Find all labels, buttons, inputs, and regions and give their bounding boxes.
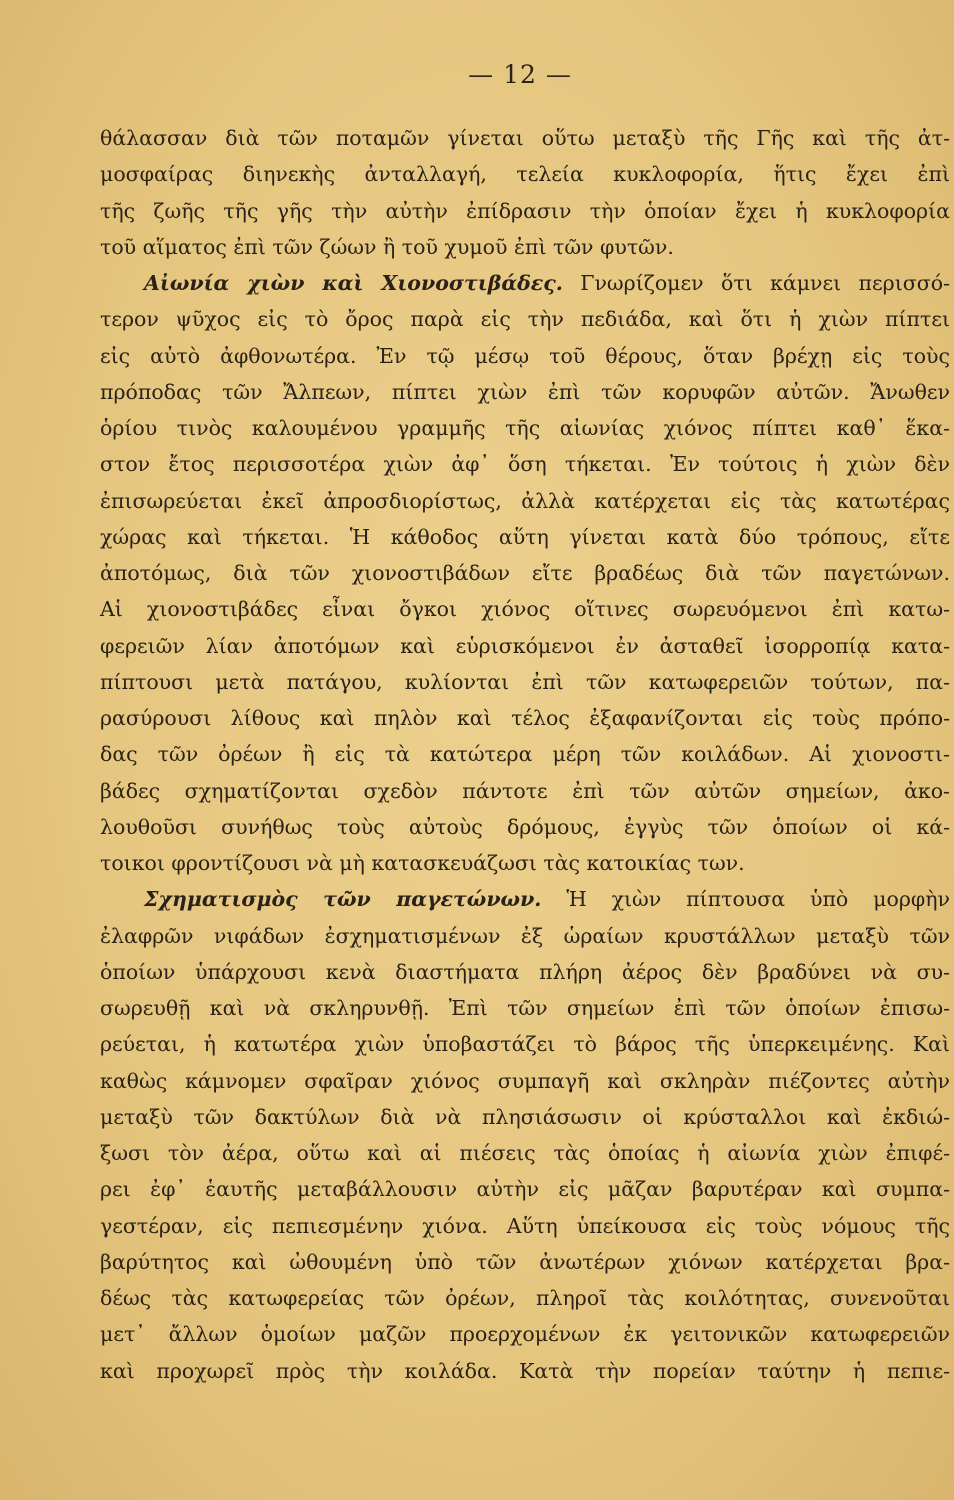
text-line <box>100 265 950 301</box>
body-text <box>100 120 950 1389</box>
line-text: ξωσι τὸν ἀέρα, οὕτω καὶ αἱ πιέσεις τὰς ὁποίας ἡ αἰωνία χιὼν ἐπιφέ- <box>100 1141 950 1165</box>
line-text: βαρύτητος καὶ ὠθουμένη ὑπὸ τῶν ἀνωτέρων χιόνων κατέρχεται βρα- <box>100 1249 950 1274</box>
line-text: μοσφαίρας διηνεκὴς ἀνταλλαγή, τελεία κυκλοφορία, ἥτις ἔχει ἐπὶ <box>100 162 950 187</box>
section-heading: Αἰωνία χιὼν καὶ Χιονοστιβάδες. <box>144 271 563 295</box>
line-text: ἀποτόμως, διὰ τῶν χιονοστιβάδων εἴτε βραδέως διὰ τῶν παγετώνων. <box>100 561 950 585</box>
text-line <box>100 1208 950 1244</box>
line-text: χώρας καὶ τήκεται. Ἡ κάθοδος αὕτη γίνεται κατὰ δύο τρόπους, εἴτε <box>100 524 950 549</box>
line-text: τερον ψῦχος εἰς τὸ ὄρος παρὰ εἰς τὴν πεδιάδα, καὶ ὅτι ἡ χιὼν πίπτει <box>100 307 950 332</box>
line-text: δας τῶν ὀρέων ἢ εἰς τὰ κατώτερα μέρη τῶν κοιλάδων. Αἱ χιονοστι- <box>100 742 950 767</box>
line-text: σωρευθῇ καὶ νὰ σκληρυνθῇ. Ἐπὶ τῶν σημείων ἐπὶ τῶν ὁποίων ἐπισω- <box>100 996 950 1020</box>
line-text: θάλασσαν διὰ τῶν ποταμῶν γίνεται οὕτω μεταξὺ τῆς Γῆς καὶ τῆς ἀτ- <box>100 126 950 150</box>
text-line <box>100 736 950 772</box>
line-text: ὁποίων ὑπάρχουσι κενὰ διαστήματα πλήρη ἀέρος δὲν βραδύνει νὰ συ- <box>100 959 950 984</box>
line-text: ἐλαφρῶν νιφάδων ἐσχηματισμένων ἐξ ὡραίων κρυστάλλων μεταξὺ τῶν <box>100 923 950 948</box>
line-text: ρει ἐφ᾽ ἑαυτῆς μεταβάλλουσιν αὐτὴν εἰς μᾶζαν βαρυτέραν καὶ συμπα- <box>100 1177 950 1202</box>
text-line <box>100 990 950 1026</box>
text-line <box>100 229 950 265</box>
line-text: ρεύεται, ἡ κατωτέρα χιὼν ὑποβαστάζει τὸ βάρος τῆς ὑπερκειμένης. Καὶ <box>100 1032 950 1057</box>
line-text: Ἡ χιὼν πίπτουσα ὑπὸ μορφὴν <box>541 887 950 912</box>
text-line <box>100 410 950 446</box>
line-text: τοῦ αἵματος ἐπὶ τῶν ζώων ἢ τοῦ χυμοῦ ἐπὶ τῶν φυτῶν. <box>100 234 674 259</box>
text-line <box>100 773 950 809</box>
text-line <box>100 1135 950 1171</box>
line-text: καὶ προχωρεῖ πρὸς τὴν κοιλάδα. Κατὰ τὴν πορείαν ταύτην ἡ πεπιε- <box>100 1358 950 1383</box>
line-text: τῆς ζωῆς τῆς γῆς τὴν αὐτὴν ἐπίδρασιν τὴν ὁποίαν ἔχει ἡ κυκλοφορία <box>100 198 950 223</box>
text-line <box>100 156 950 192</box>
text-line <box>100 1316 950 1352</box>
line-text: Αἱ χιονοστιβάδες εἶναι ὄγκοι χιόνος οἵτινες σωρευόμενοι ἐπὶ κατω- <box>100 597 950 622</box>
text-line <box>100 700 950 736</box>
text-line <box>100 483 950 519</box>
line-text: βάδες σχηματίζονται σχεδὸν πάντοτε ἐπὶ τῶν αὐτῶν σημείων, ἀκο- <box>100 778 950 803</box>
text-line <box>100 301 950 337</box>
text-line <box>100 1099 950 1135</box>
text-line <box>100 1353 950 1389</box>
text-line <box>100 1171 950 1207</box>
line-text: τοικοι φροντίζουσι νὰ μὴ κατασκευάζωσι τὰς κατοικίας των. <box>100 851 745 875</box>
line-text: μεταξὺ τῶν δακτύλων διὰ νὰ πλησιάσωσιν οἱ κρύσταλλοι καὶ ἐκδιώ- <box>100 1104 950 1129</box>
text-line <box>100 809 950 845</box>
text-line <box>100 881 950 917</box>
text-line <box>100 374 950 410</box>
line-text: ρασύρουσι λίθους καὶ πηλὸν καὶ τέλος ἐξαφανίζονται εἰς τοὺς πρόπο- <box>100 706 950 730</box>
line-text: μετ᾽ ἄλλων ὁμοίων μαζῶν προερχομένων ἐκ γειτονικῶν κατωφερειῶν <box>100 1322 950 1347</box>
page-number: — 12 — <box>468 60 572 89</box>
line-text: λουθοῦσι συνήθως τοὺς αὐτοὺς δρόμους, ἐγγὺς τῶν ὁποίων οἱ κά- <box>100 814 950 839</box>
text-line <box>100 519 950 555</box>
line-text: ἐπισωρεύεται ἐκεῖ ἀπροσδιορίστως, ἀλλὰ κατέρχεται εἰς τὰς κατωτέρας <box>100 488 950 513</box>
line-text: στον ἔτος περισσοτέρα χιὼν ἀφ᾽ ὅση τήκεται. Ἐν τούτοις ἡ χιὼν δὲν <box>100 452 950 477</box>
line-text: Γνωρίζομεν ὅτι κάμνει περισσό- <box>562 271 950 295</box>
text-line <box>100 1026 950 1062</box>
line-text: γεστέραν, εἰς πεπιεσμένην χιόνα. Αὕτη ὑπείκουσα εἰς τοὺς νόμους τῆς <box>100 1213 950 1238</box>
line-text: πίπτουσι μετὰ πατάγου, κυλίονται ἐπὶ τῶν κατωφερειῶν τούτων, πα- <box>100 669 950 694</box>
text-line <box>100 555 950 591</box>
line-text: φερειῶν λίαν ἀποτόμων καὶ εὑρισκόμενοι ἐν ἀσταθεῖ ἰσορροπίᾳ κατα- <box>100 633 950 658</box>
text-line <box>100 918 950 954</box>
text-line <box>100 664 950 700</box>
line-text: δέως τὰς κατωφερείας τῶν ὀρέων, πληροῖ τὰς κοιλότητας, συνενοῦται <box>100 1286 950 1310</box>
line-text: πρόποδας τῶν Ἄλπεων, πίπτει χιὼν ἐπὶ τῶν κορυφῶν αὐτῶν. Ἄνωθεν <box>100 379 950 404</box>
line-text: εἰς αὐτὸ ἀφθονωτέρα. Ἐν τῷ μέσῳ τοῦ θέρους, ὅταν βρέχῃ εἰς τοὺς <box>100 343 950 368</box>
text-line <box>100 338 950 374</box>
text-line <box>100 845 950 881</box>
text-line <box>100 193 950 229</box>
text-line <box>100 446 950 482</box>
text-line <box>100 954 950 990</box>
text-line <box>100 628 950 664</box>
line-text: ὁρίου τινὸς καλουμένου γραμμῆς τῆς αἰωνίας χιόνος πίπτει καθ᾽ ἕκα- <box>100 416 950 440</box>
text-line <box>100 120 950 156</box>
text-line <box>100 1063 950 1099</box>
line-text: καθὼς κάμνομεν σφαῖραν χιόνος συμπαγῆ καὶ σκληρὰν πιέζοντες αὐτὴν <box>100 1068 950 1093</box>
text-line <box>100 1244 950 1280</box>
section-heading: Σχηματισμὸς τῶν παγετώνων. <box>144 887 542 912</box>
text-line <box>100 1280 950 1316</box>
text-line <box>100 591 950 627</box>
